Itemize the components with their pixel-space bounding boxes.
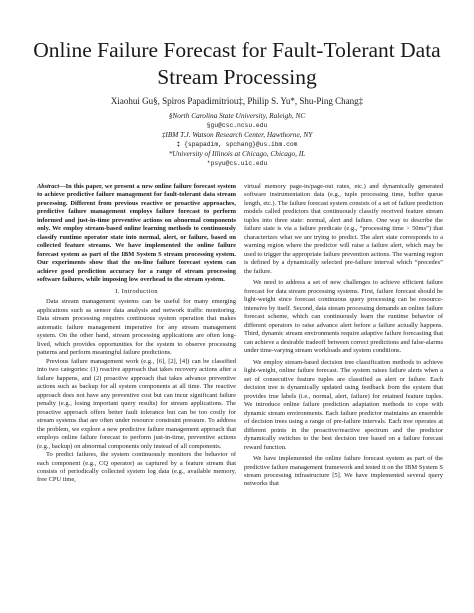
right-column xyxy=(244,183,443,489)
title-line-1: Online Failure Forecast for Fault-Tolerant Data xyxy=(33,38,441,62)
intro-paragraph-2: Previous failure management work (e.g., [6], [2], [4]) can be classified into two categories: (1) reactive approach that takes recovery actions after a failure happens, and (2) proactive approach that takes advance preventive actions such as backup for all system components at all time. The reactive approach does not have any preventive cost but can incur significant failure penalty (e.g., losing important query results) for stream applications. The proactive approach offers better fault tolerance but can be too costly for stream systems that are often under resource constraint pressure. To address the problem, we explore a new predictive failure management approach that employs online failure forecast to perform just-in-time, preventive actions (e.g., backup) on abnormal components only instead of all components. xyxy=(37,357,236,450)
right-paragraph-2: We need to address a set of new challenges to achieve efficient failure forecast for data stream processing systems. First, failure forecast should be light-weight since forecast continuous query processing can be resource-intensive by itself. Second, data stream processing demands an online failure forecast scheme, which can continuously learn the runtime behavior of different operators to raise advance alert before a failure actually happens. Third, dynamic stream environments require adaptive failure forecasting that can achieve a desirable tradeoff between correct predictions and false-alarms under time-varying stream workloads and system conditions. xyxy=(244,279,443,355)
section-heading-introduction: I. Introduction xyxy=(115,287,158,295)
right-paragraph-3: We employ stream-based decision tree classification methods to achieve light-weight, online failure forecast. The system raises failure alerts when a set of consecutive feature tuples are classified as alert or failure. Each decision tree is dynamically updated using feedback from the system that provides true labels (i.e., normal, alert, failure) for retained feature tuples. We introduce online failure prediction adaptation methods to cope with dynamic stream environments. Each failure predictor maintains an ensemble of decision trees using a range of pre-failure intervals. Each tree operates at different points in the proactive/reactive spectrum and the predictor dynamically switches to the best decision tree based on a failure forecast reward function. xyxy=(244,358,443,451)
abstract-body: —In this paper, we present a new online failure forecast system to achieve predictive failure management for fault-tolerant data stream processing. Different from previous reactive or proactive approaches, predictive failure management employs failure forecast to perform informed and just-in-time preventive actions on abnormal components only. We employ stream-based online learning methods to continuously classify runtime operator state into normal, alert, or failure, based on collected feature streams. We have implemented the online failure forecast system as part of the IBM System S stream processing system. Our experiments show that the on-line failure forecast system can achieve good prediction accuracy for a range of stream processing software failures, while imposing low overhead to the stream system. xyxy=(37,183,236,284)
author-list: Xiaohui Gu§, Spiros Papadimitriou‡, Philip S. Yu*, Shu-Ping Chang‡ xyxy=(110,96,364,106)
right-paragraph-4: We have implemented the online failure forecast system as part of the predictive failure management framework and tested it on the IBM System S stream processing infrastructure [5]. We have implemented several query networks that xyxy=(244,455,443,488)
abstract xyxy=(37,183,236,285)
intro-paragraph-1: Data stream management systems can be useful for many emerging applications such as sensor data analysis and network traffic monitoring. Data stream processing requires continuous system operation that makes automatic failure management imperative for any stream management system. On the other hand, stream processing applications are often long-lived, which provides opportunities for the system to observe processing patterns and perform meaningful failure predictions. xyxy=(37,298,236,357)
intro-paragraph-3: To predict failures, the system continuously monitors the behavior of each component (e.g., CQ operator) as captured by a feature stream that consists of periodically collected system log data (e.g., available memory, free CPU time, xyxy=(37,451,236,484)
affiliation-line: §gu@csc.ncsu.edu xyxy=(206,121,268,129)
paper-title xyxy=(20,37,454,91)
affiliation-line: *psyu@cs.uic.edu xyxy=(206,160,268,167)
affiliation-line: *University of Illinois at Chicago, Chicago, IL xyxy=(168,149,306,159)
affiliation-line: §North Carolina State University, Raleigh, NC xyxy=(168,111,306,120)
title-line-2: Stream Processing xyxy=(157,65,317,89)
abstract-lead: Abstract xyxy=(37,183,60,190)
affiliation-line: ‡IBM T.J. Watson Research Center, Hawthorne, NY xyxy=(161,130,313,140)
left-column xyxy=(37,183,236,485)
affiliation-line: ‡ {spapadim, spchang}@us.ibm.com xyxy=(176,140,298,148)
right-paragraph-1: virtual memory page-in/page-out rates, etc.) and dynamically generated software instrumentation data (e.g., tuple processing time, buffer queue length, etc.). The failure forecast system consists of a set of failure prediction models called predictors that continuously classify received feature stream tuples into three state: normal, alert and failure. One way to describe the failure state is via a failure predicate (e.g., “processing time > 50ms”) that characterizes what we are trying to predict. The alert state corresponds to a warning region where the predictor will raise a failure alert, which may be used to trigger the appropriate failure prevention actions. The warning region is defined by a dynamically selected pre-failure interval which “precedes” the failure. xyxy=(244,183,443,275)
